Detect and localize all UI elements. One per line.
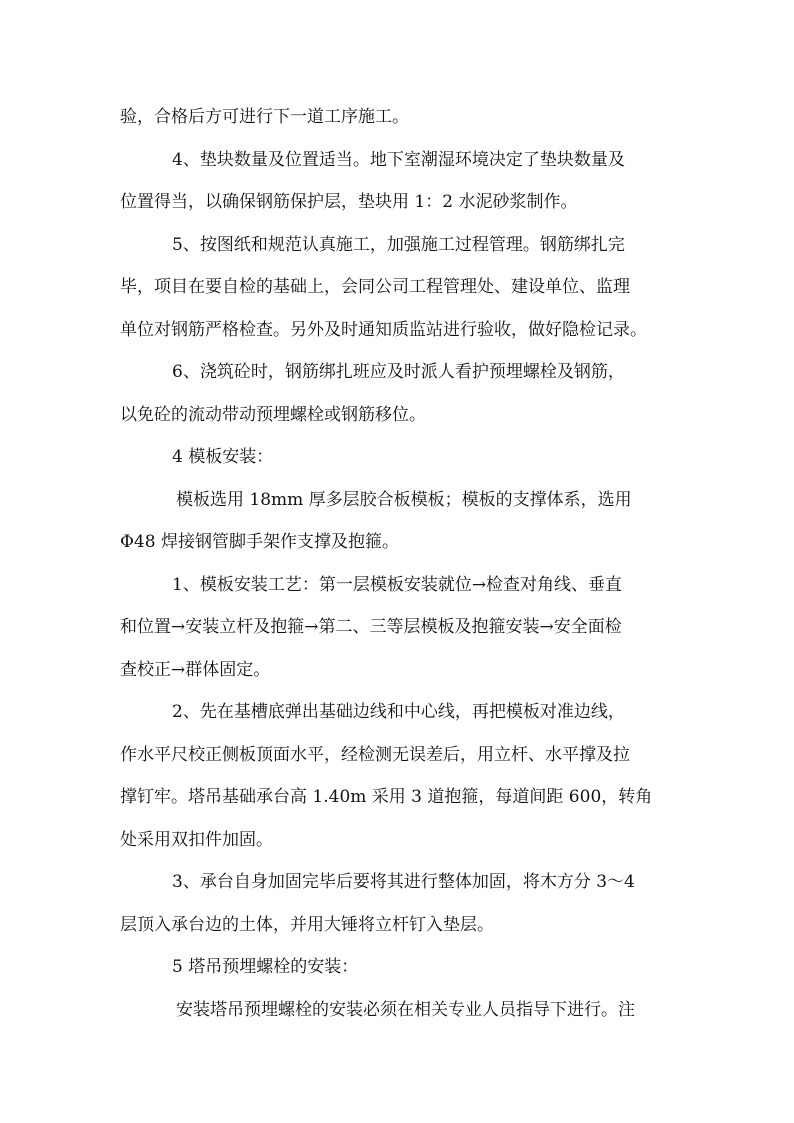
paragraph-line: 验，合格后方可进行下一道工序施工。 [120,107,409,127]
paragraph-line: Φ48 焊接钢管脚手架作支撑及抱箍。 [120,532,399,552]
paragraph-line: 层顶入承台边的土体，并用大锤将立杆钉入垫层。 [120,915,494,935]
section-heading: 4 模板安装： [172,447,274,467]
paragraph-line: 3、承台自身加固完毕后要将其进行整体加固，将木方分 3～4 [172,872,635,892]
paragraph-line: 1、模板安装工艺：第一层模板安装就位→检查对角线、垂直 [172,575,623,595]
paragraph-line: 作水平尺校正侧板顶面水平，经检测无误差后，用立杆、水平撑及拉 [120,745,630,765]
paragraph-line: 查校正→群体固定。 [120,660,271,680]
paragraph-line: 4、垫块数量及位置适当。地下室潮湿环境决定了垫块数量及 [172,150,625,170]
paragraph-line: 处采用双扣件加固。 [120,830,273,850]
section-heading: 5 塔吊预埋螺栓的安装： [172,957,359,977]
paragraph-line: 安装塔吊预埋螺栓的安装必须在相关专业人员指导下进行。注 [176,1000,635,1020]
paragraph-line: 单位对钢筋严格检查。另外及时通知质监站进行验收，做好隐检记录。 [120,320,647,340]
paragraph-line: 毕，项目在要自检的基础上，会同公司工程管理处、建设单位、监理 [120,277,630,297]
paragraph-line: 5、按图纸和规范认真施工，加强施工过程管理。钢筋绑扎完 [172,235,625,255]
paragraph-line: 和位置→安装立杆及抱箍→第二、三等层模板及抱箍安装→安全面检 [120,617,622,637]
paragraph-line: 2、先在基槽底弹出基础边线和中心线，再把模板对准边线， [172,702,625,722]
paragraph-line: 6、浇筑砼时，钢筋绑扎班应及时派人看护预埋螺栓及钢筋， [172,362,625,382]
paragraph-line: 撑钉牢。塔吊基础承台高 1.40m 采用 3 道抱箍，每道间距 600，转角 [120,787,653,807]
paragraph-line: 以免砼的流动带动预埋螺栓或钢筋移位。 [120,405,426,425]
paragraph-line: 模板选用 18mm 厚多层胶合板模板；模板的支撑体系，选用 [176,490,632,510]
paragraph-line: 位置得当，以确保钢筋保护层，垫块用 1：2 水泥砂浆制作。 [120,192,578,212]
